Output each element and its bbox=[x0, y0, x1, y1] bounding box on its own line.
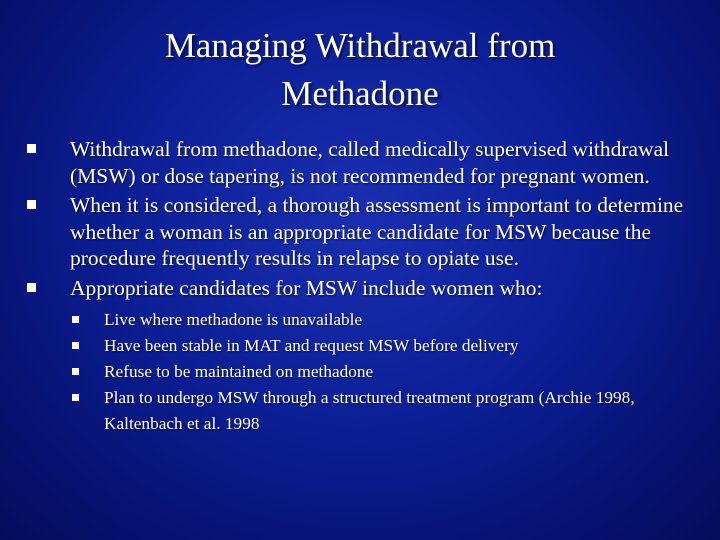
square-bullet-icon bbox=[27, 200, 36, 209]
sub-bullet-text: Have been stable in MAT and request MSW before delivery bbox=[104, 336, 519, 355]
bullet-text: Appropriate candidates for MSW include women who: bbox=[70, 275, 543, 300]
square-bullet-icon bbox=[72, 368, 79, 375]
square-bullet-icon bbox=[27, 283, 36, 292]
sub-bullet-list bbox=[70, 307, 684, 437]
bullet-item bbox=[24, 136, 684, 189]
bullet-item bbox=[24, 192, 684, 272]
square-bullet-icon bbox=[27, 144, 36, 153]
bullet-item bbox=[24, 275, 684, 438]
sub-bullet-item bbox=[70, 333, 684, 359]
bullet-list bbox=[24, 136, 684, 440]
slide-title-line-2: Methadone bbox=[281, 74, 439, 113]
sub-bullet-item bbox=[70, 307, 684, 333]
square-bullet-icon bbox=[72, 342, 79, 349]
slide-title bbox=[60, 22, 660, 118]
bullet-text: Withdrawal from methadone, called medically supervised withdrawal (MSW) or dose tapering, is not recommended for pregnant women. bbox=[70, 137, 670, 188]
sub-bullet-text: Plan to undergo MSW through a structured treatment program (Archie 1998, Kaltenbach et al. 1998 bbox=[104, 388, 635, 433]
slide-title-line-1: Managing Withdrawal from bbox=[164, 26, 556, 65]
sub-bullet-text: Refuse to be maintained on methadone bbox=[104, 362, 374, 381]
sub-bullet-item bbox=[70, 359, 684, 385]
sub-bullet-item bbox=[70, 385, 684, 437]
bullet-text: When it is considered, a thorough assessment is important to determine whether a woman is an appropriate candidate for MSW because the procedure frequently results in relapse to opiate use. bbox=[70, 193, 684, 270]
square-bullet-icon bbox=[72, 394, 79, 401]
sub-bullet-text: Live where methadone is unavailable bbox=[104, 310, 363, 329]
square-bullet-icon bbox=[72, 316, 79, 323]
